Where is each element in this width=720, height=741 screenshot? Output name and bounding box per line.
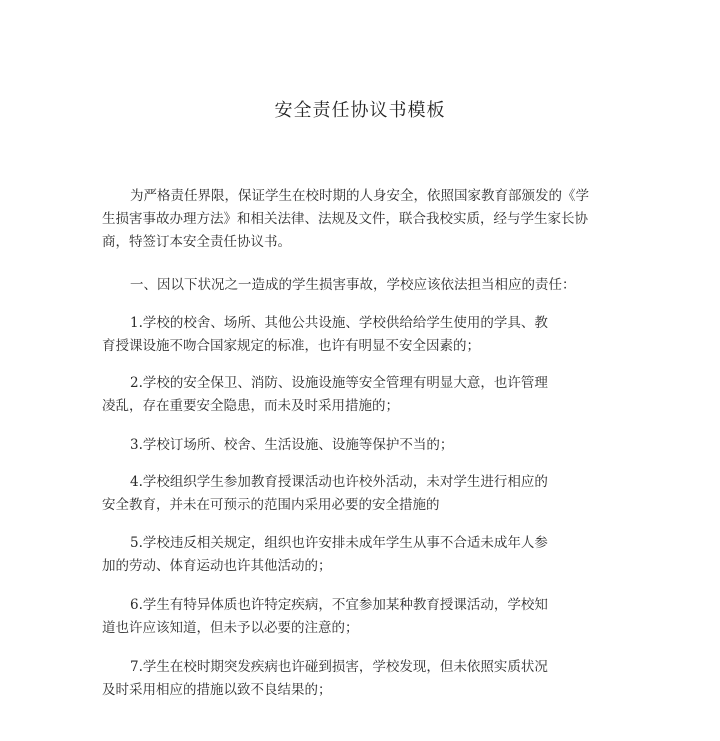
clause-item-3	[102, 434, 608, 457]
intro-line: 商，特签订本安全责任协议书。	[102, 234, 291, 250]
clause-line: 及时采用相应的措施以致不良结果的；	[102, 682, 332, 698]
clause-item-2	[102, 372, 608, 418]
clause-line: 1.学校的校舍、场所、其他公共设施、学校供给给学生使用的学具、教	[130, 315, 548, 331]
clause-item-7	[102, 656, 608, 702]
intro-line: 为严格责任界限，保证学生在校时期的人身安全，依照国家教育部颁发的《学	[130, 188, 589, 204]
clause-line: 育授课设施不吻合国家规定的标准，也许有明显不安全因素的；	[102, 338, 480, 354]
clause-item-5	[102, 532, 608, 578]
clause-line: 加的劳动、体育运动也许其他活动的；	[102, 558, 332, 574]
intro-line: 生损害事故办理方法》和相关法律、法规及文件，联合我校实质，经与学生家长协	[102, 211, 588, 227]
clause-line: 凌乱，存在重要安全隐患，而未及时采用措施的；	[102, 398, 399, 414]
clause-line: 5.学校违反相关规定，组织也许安排未成年学生从事不合适未成年人参	[130, 535, 548, 551]
clause-item-6	[102, 594, 608, 640]
clause-line: 3.学校订场所、校舍、生活设施、设施等保护不当的；	[130, 437, 454, 453]
clause-line: 4.学校组织学生参加教育授课活动也许校外活动，未对学生进行相应的	[130, 474, 548, 490]
section-heading	[102, 274, 608, 297]
clause-line: 道也许应该知道，但未予以必要的注意的；	[102, 620, 359, 636]
intro-paragraph	[102, 185, 608, 254]
section-heading-text: 一、因以下状况之一造成的学生损害事故，学校应该依法担当相应的责任：	[130, 277, 576, 293]
clause-line: 7.学生在校时期突发疾病也许碰到损害，学校发现，但未依照实质状况	[130, 659, 548, 675]
clause-line: 安全教育，并未在可预示的范围内采用必要的安全措施的	[102, 497, 440, 513]
clause-line: 2.学校的安全保卫、消防、设施设施等安全管理有明显大意，也许管理	[130, 375, 548, 391]
clause-line: 6.学生有特异体质也许特定疾病，不宜参加某种教育授课活动，学校知	[130, 597, 548, 613]
clause-item-1	[102, 312, 608, 358]
document-title: 安全责任协议书模板	[274, 100, 446, 121]
clause-item-4	[102, 471, 608, 517]
